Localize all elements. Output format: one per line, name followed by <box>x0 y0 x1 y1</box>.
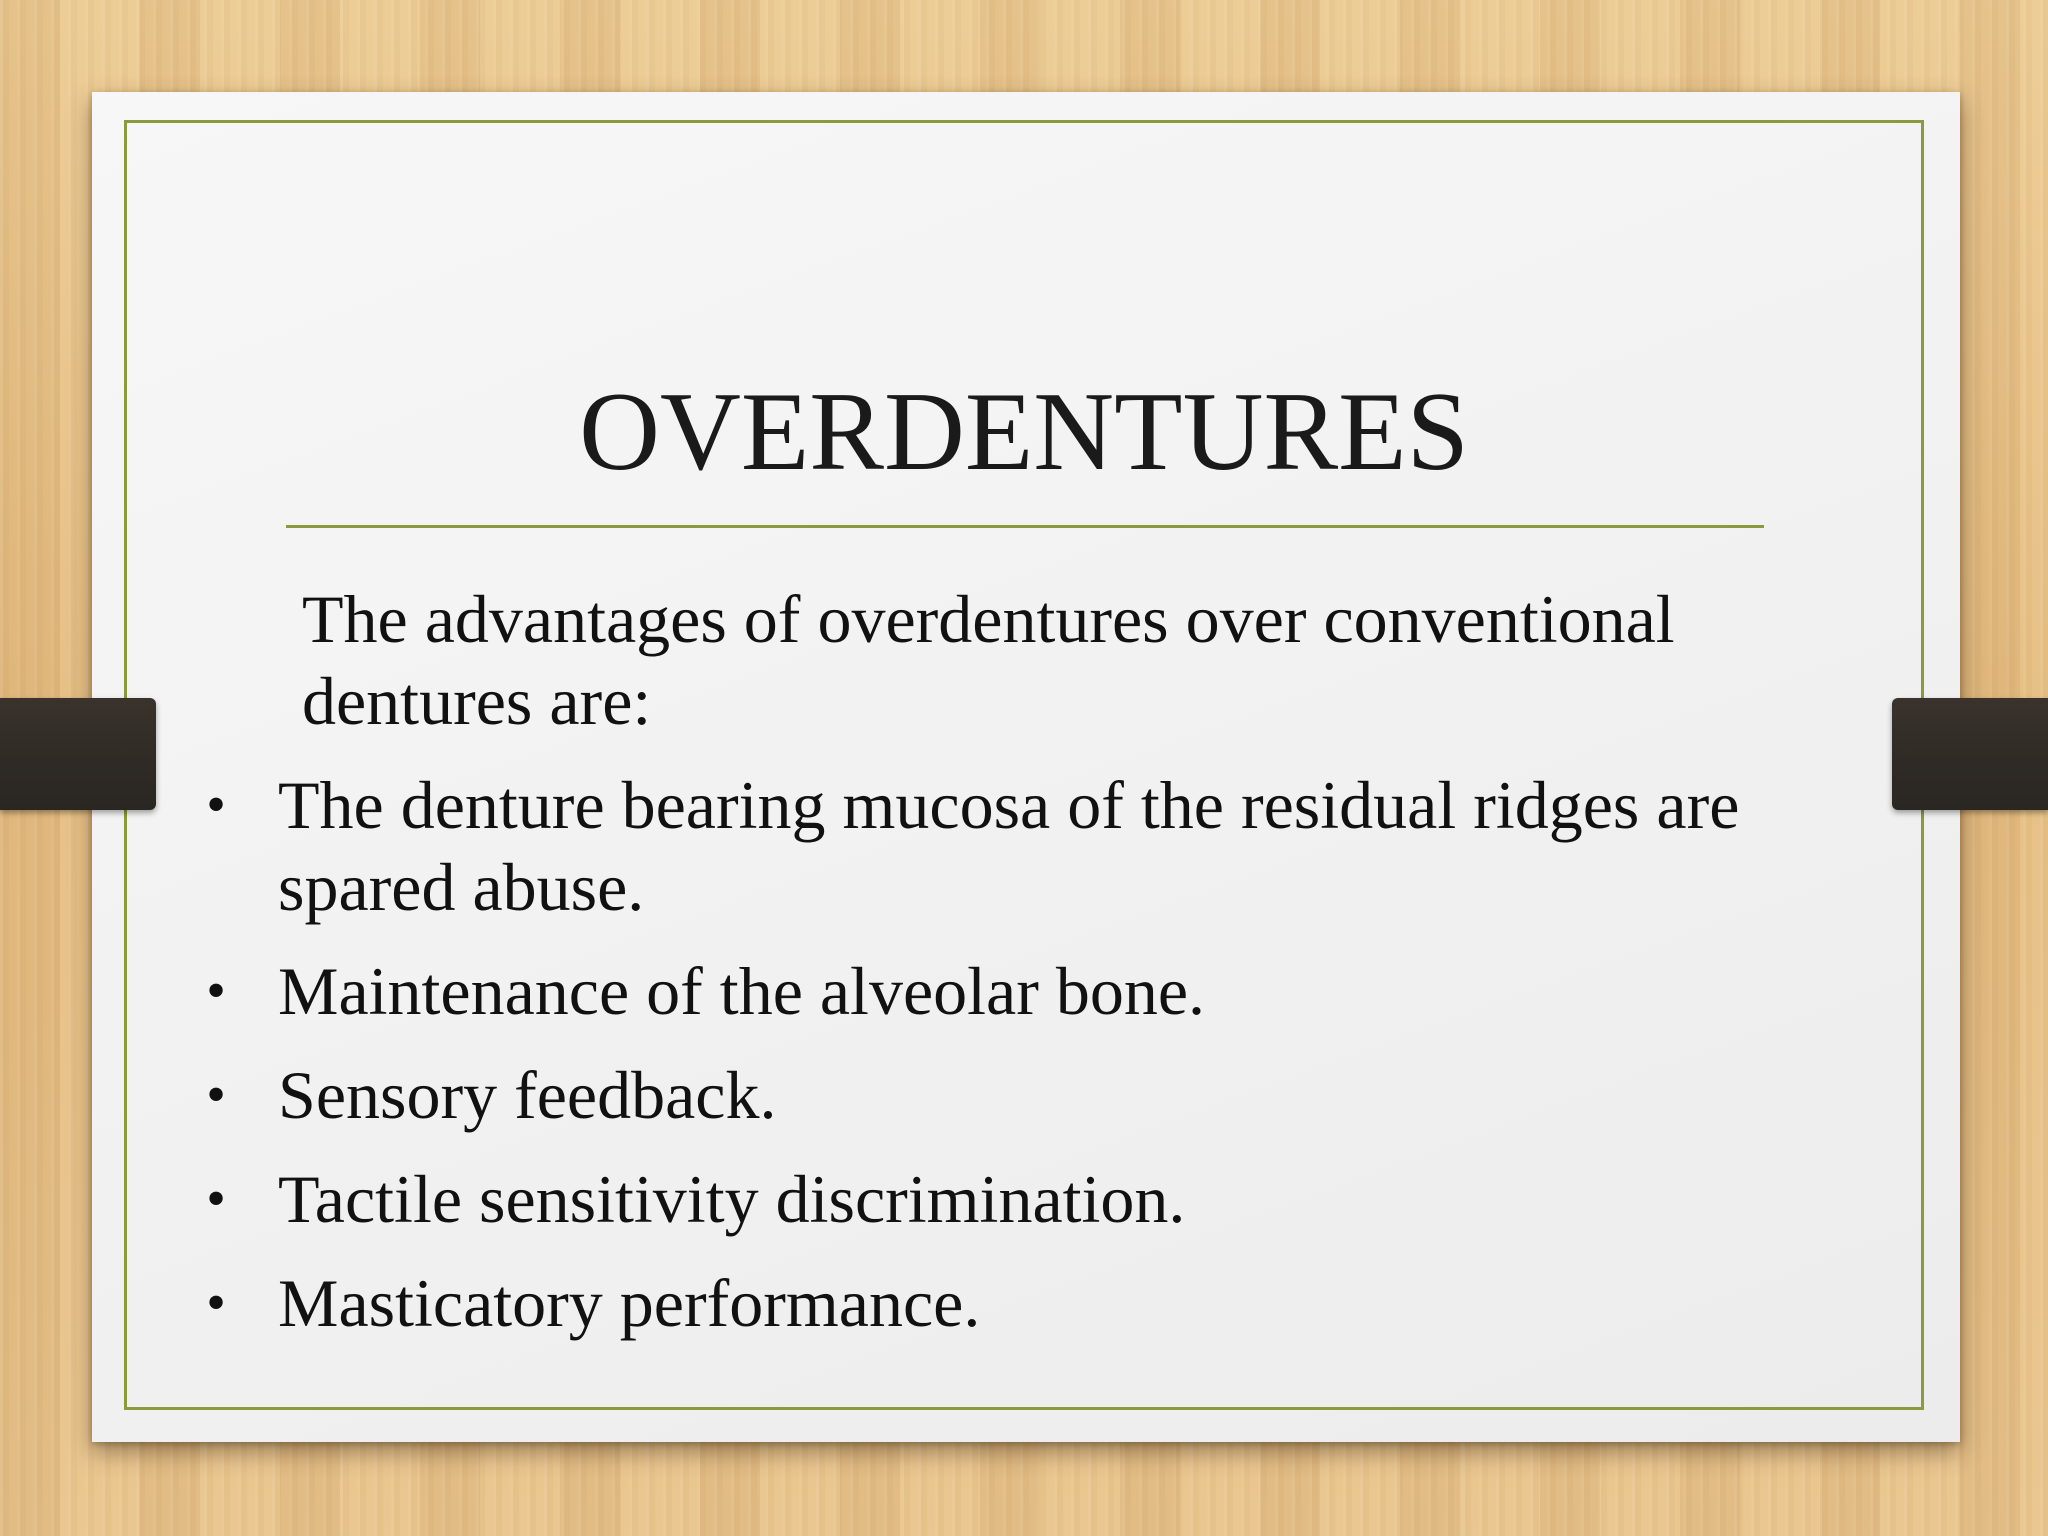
title-underline <box>286 525 1764 528</box>
bullet-item-4 <box>196 1158 1836 1240</box>
bullet-text: Maintenance of the alveolar bone. <box>278 953 1206 1029</box>
bullet-icon: • <box>206 960 226 1022</box>
bullet-item-3 <box>196 1054 1836 1136</box>
left-clip <box>0 698 156 810</box>
bullet-text: Masticatory performance. <box>278 1265 981 1341</box>
bullet-icon: • <box>206 1064 226 1126</box>
bullet-item-5 <box>196 1262 1836 1344</box>
bullet-item-2 <box>196 950 1836 1032</box>
slide-title: OVERDENTURES <box>579 370 1469 494</box>
bullet-text: Sensory feedback. <box>278 1057 777 1133</box>
intro-text: The advantages of overdentures over conventional dentures are: <box>302 581 1675 739</box>
right-clip <box>1892 698 2048 810</box>
bullet-item-1 <box>196 764 1836 928</box>
bullet-list <box>196 764 1836 1366</box>
bullet-text: The denture bearing mucosa of the residual ridges are spared abuse. <box>278 767 1740 925</box>
bullet-text: Tactile sensitivity discrimination. <box>278 1161 1186 1237</box>
bullet-icon: • <box>206 1272 226 1334</box>
bullet-icon: • <box>206 1168 226 1230</box>
bullet-icon: • <box>206 774 226 836</box>
